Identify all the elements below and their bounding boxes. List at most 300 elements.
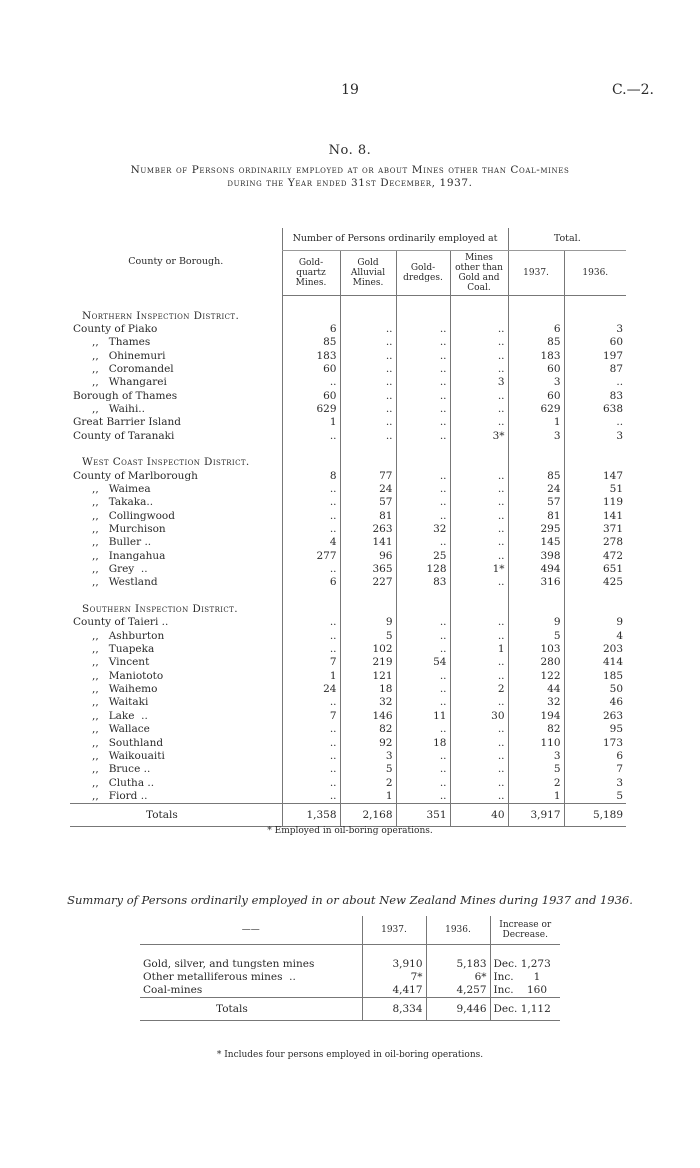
summary-head-1937: 1937. [362, 916, 426, 945]
value-cell: .. [340, 363, 396, 376]
value-cell: 2 [508, 776, 564, 789]
value-cell: 60 [282, 389, 340, 402]
value-cell: .. [282, 429, 340, 442]
blank-cell [508, 603, 564, 616]
spacer-cell [450, 443, 508, 456]
county-name: ,, Waihi.. [92, 402, 145, 415]
spacer-cell [450, 296, 508, 310]
value-cell: 32 [508, 696, 564, 709]
summary-title: Summary of Persons ordinarily employed in or about New Zealand Mines during 1937 and 1936. [67, 893, 633, 907]
totals-label: Totals [70, 804, 282, 827]
value-cell: 4 [564, 630, 626, 643]
value-cell: 87 [564, 363, 626, 376]
table-row [70, 429, 626, 442]
blank-cell [564, 309, 626, 322]
table-row [70, 483, 626, 496]
spacer-cell [70, 443, 282, 456]
table-row [70, 643, 626, 656]
value-cell: 32 [340, 696, 396, 709]
county-name: ,, Waimea [92, 482, 151, 495]
summary-label: Coal-mines [143, 984, 203, 996]
value-cell: 85 [282, 336, 340, 349]
district-name: Northern Inspection District. [82, 309, 240, 322]
table-title-line-1: Number of Persons ordinarily employed at or about Mines other than Coal-mines [130, 164, 570, 176]
spacer-cell [508, 590, 564, 603]
value-cell: 145 [508, 536, 564, 549]
value-cell: 6 [564, 750, 626, 763]
county-name: ,, Maniototo [92, 669, 164, 682]
value-cell: .. [450, 656, 508, 669]
value-cell: .. [450, 670, 508, 683]
value-cell: .. [396, 389, 450, 402]
summary-value: 3,910 [362, 958, 426, 971]
value-cell: 371 [564, 523, 626, 536]
blank-cell [396, 309, 450, 322]
table-row [70, 550, 626, 563]
value-cell: 24 [340, 483, 396, 496]
value-cell: 119 [564, 496, 626, 509]
value-cell: 398 [508, 550, 564, 563]
col-county: County or Borough. [128, 255, 224, 267]
footnote-oil-boring: * Employed in oil-boring operations. [267, 826, 433, 836]
summary-spacer [140, 945, 560, 959]
table-row [70, 696, 626, 709]
value-cell: 5 [508, 763, 564, 776]
value-cell: .. [396, 483, 450, 496]
value-cell: .. [450, 323, 508, 336]
value-cell: 277 [282, 550, 340, 563]
value-cell: 227 [340, 576, 396, 589]
value-cell: 103 [508, 643, 564, 656]
value-cell: .. [396, 683, 450, 696]
total-value: 3,917 [508, 804, 564, 827]
county-name: ,, Ashburton [92, 629, 165, 642]
value-cell: 2 [450, 683, 508, 696]
spacer-cell [564, 296, 626, 310]
value-cell: 2 [340, 776, 396, 789]
summary-row [140, 958, 560, 971]
value-cell: 96 [340, 550, 396, 563]
value-cell: .. [396, 403, 450, 416]
county-name: ,, Westland [92, 576, 158, 589]
table-row [70, 576, 626, 589]
district-heading-row [70, 603, 626, 616]
value-cell: .. [282, 630, 340, 643]
value-cell: .. [340, 323, 396, 336]
value-cell: 83 [396, 576, 450, 589]
value-cell: 5 [564, 790, 626, 804]
county-name: ,, Waitaki [92, 696, 149, 709]
summary-total-value: Dec. 1,112 [490, 998, 560, 1021]
value-cell: 60 [282, 363, 340, 376]
value-cell: .. [450, 416, 508, 429]
value-cell: .. [396, 750, 450, 763]
blank-cell [340, 603, 396, 616]
value-cell: 24 [282, 683, 340, 696]
value-cell: 6 [282, 576, 340, 589]
value-cell: .. [450, 576, 508, 589]
value-cell: 9 [508, 616, 564, 629]
summary-total-value: 8,334 [362, 998, 426, 1021]
value-cell: .. [396, 510, 450, 523]
value-cell: .. [450, 336, 508, 349]
value-cell: 60 [564, 336, 626, 349]
value-cell: 3 [450, 376, 508, 389]
value-cell: .. [450, 750, 508, 763]
value-cell: 81 [508, 510, 564, 523]
value-cell: .. [282, 376, 340, 389]
value-cell: 6 [508, 323, 564, 336]
value-cell: 1 [282, 416, 340, 429]
value-cell: .. [282, 790, 340, 804]
total-value: 2,168 [340, 804, 396, 827]
value-cell: 629 [282, 403, 340, 416]
col-1936: 1936. [564, 251, 626, 296]
table-row [70, 656, 626, 669]
value-cell: 3 [564, 323, 626, 336]
value-cell: 51 [564, 483, 626, 496]
value-cell: 9 [564, 616, 626, 629]
value-cell: 3 [564, 429, 626, 442]
value-cell: .. [564, 416, 626, 429]
value-cell: .. [340, 349, 396, 362]
total-value: 40 [450, 804, 508, 827]
district-heading-row [70, 309, 626, 322]
value-cell: .. [450, 630, 508, 643]
summary-value: 5,183 [426, 958, 490, 971]
table-title-line-2: during the Year ended 31st December, 1937. [227, 177, 473, 189]
table-row [70, 403, 626, 416]
value-cell: 6 [282, 323, 340, 336]
table-row [70, 510, 626, 523]
value-cell: 85 [508, 469, 564, 482]
value-cell: 1 [340, 790, 396, 804]
value-cell: 494 [508, 563, 564, 576]
value-cell: .. [450, 363, 508, 376]
value-cell: .. [450, 483, 508, 496]
value-cell: 141 [340, 536, 396, 549]
district-spacer [70, 296, 626, 310]
spacer-cell [564, 443, 626, 456]
spacer-cell [490, 945, 560, 959]
table-row [70, 496, 626, 509]
summary-table [140, 916, 560, 1021]
value-cell: .. [282, 750, 340, 763]
value-cell: .. [340, 403, 396, 416]
table-row [70, 723, 626, 736]
blank-cell [450, 309, 508, 322]
value-cell: .. [450, 389, 508, 402]
value-cell: .. [396, 790, 450, 804]
value-cell: 203 [564, 643, 626, 656]
spacer-cell [282, 590, 340, 603]
value-cell: 4 [282, 536, 340, 549]
county-name: ,, Vincent [92, 656, 150, 669]
value-cell: 32 [396, 523, 450, 536]
value-cell: .. [340, 376, 396, 389]
table-row [70, 670, 626, 683]
summary-head-1936: 1936. [426, 916, 490, 945]
blank-cell [508, 309, 564, 322]
value-cell: .. [282, 643, 340, 656]
summary-head-change: Increase or Decrease. [490, 916, 560, 945]
value-cell: .. [450, 790, 508, 804]
value-cell: 5 [508, 630, 564, 643]
col-gold-alluvial: Gold Alluvial Mines. [340, 251, 396, 296]
table-row [70, 336, 626, 349]
county-name: ,, Waikouaiti [92, 749, 165, 762]
table-row [70, 616, 626, 629]
district-spacer [70, 443, 626, 456]
total-value: 5,189 [564, 804, 626, 827]
footnote-summary: * Includes four persons employed in oil-boring operations. [216, 1050, 484, 1060]
value-cell: 82 [508, 723, 564, 736]
value-cell: 122 [508, 670, 564, 683]
spacer-cell [362, 945, 426, 959]
county-name: County of Taieri .. [73, 616, 169, 629]
value-cell: 5 [340, 763, 396, 776]
value-cell: 11 [396, 710, 450, 723]
value-cell: .. [450, 776, 508, 789]
blank-cell [564, 456, 626, 469]
value-cell: .. [564, 376, 626, 389]
value-cell: .. [340, 389, 396, 402]
value-cell: 46 [564, 696, 626, 709]
value-cell: .. [396, 670, 450, 683]
value-cell: 185 [564, 670, 626, 683]
table-row [70, 469, 626, 482]
value-cell: .. [396, 349, 450, 362]
value-cell: 3 [508, 750, 564, 763]
value-cell: .. [396, 696, 450, 709]
table-row [70, 376, 626, 389]
table-row [70, 349, 626, 362]
value-cell: .. [450, 696, 508, 709]
value-cell: .. [450, 763, 508, 776]
value-cell: 60 [508, 389, 564, 402]
value-cell: .. [282, 523, 340, 536]
value-cell: 3 [564, 776, 626, 789]
summary-totals-row [140, 998, 560, 1021]
county-name: ,, Collingwood [92, 509, 175, 522]
value-cell: 651 [564, 563, 626, 576]
county-name: Great Barrier Island [73, 416, 182, 429]
value-cell: 1 [282, 670, 340, 683]
spacer-cell [340, 443, 396, 456]
value-cell: .. [396, 643, 450, 656]
value-cell: .. [450, 510, 508, 523]
value-cell: .. [396, 323, 450, 336]
county-name: ,, Tuapeka [92, 643, 155, 656]
spacer-cell [396, 443, 450, 456]
blank-cell [396, 603, 450, 616]
spacer-cell [282, 443, 340, 456]
spacer-cell [564, 590, 626, 603]
value-cell: 128 [396, 563, 450, 576]
value-cell: .. [282, 483, 340, 496]
value-cell: 82 [340, 723, 396, 736]
value-cell: .. [450, 496, 508, 509]
summary-head-blank: —— [241, 925, 260, 935]
value-cell: 50 [564, 683, 626, 696]
value-cell: .. [396, 429, 450, 442]
county-name: ,, Buller .. [92, 536, 152, 549]
value-cell: .. [282, 696, 340, 709]
value-cell: 1* [450, 563, 508, 576]
value-cell: 629 [508, 403, 564, 416]
table-row [70, 630, 626, 643]
blank-cell [508, 456, 564, 469]
value-cell: 8 [282, 469, 340, 482]
table-body [70, 296, 626, 827]
table-row [70, 736, 626, 749]
value-cell: .. [282, 723, 340, 736]
value-cell: .. [282, 510, 340, 523]
value-cell: 77 [340, 469, 396, 482]
summary-value: 7* [362, 971, 426, 984]
col-total: Total. [508, 228, 626, 251]
value-cell: .. [450, 736, 508, 749]
district-heading-row [70, 456, 626, 469]
value-cell: .. [340, 416, 396, 429]
summary-value: 4,417 [362, 984, 426, 998]
value-cell: 81 [340, 510, 396, 523]
value-cell: .. [396, 763, 450, 776]
blank-cell [564, 603, 626, 616]
value-cell: 54 [396, 656, 450, 669]
spacer-cell [450, 590, 508, 603]
table-number: No. 8. [328, 143, 372, 158]
blank-cell [282, 456, 340, 469]
value-cell: 25 [396, 550, 450, 563]
value-cell: 472 [564, 550, 626, 563]
value-cell: .. [450, 349, 508, 362]
district-name: Southern Inspection District. [82, 603, 238, 616]
value-cell: 102 [340, 643, 396, 656]
county-name: ,, Waihemo [92, 683, 158, 696]
value-cell: 3 [508, 376, 564, 389]
value-cell: 9 [340, 616, 396, 629]
value-cell: 425 [564, 576, 626, 589]
value-cell: 18 [340, 683, 396, 696]
value-cell: .. [396, 376, 450, 389]
summary-row [140, 971, 560, 984]
spacer-cell [508, 296, 564, 310]
summary-label: Other metalliferous mines .. [143, 971, 296, 983]
value-cell: 194 [508, 710, 564, 723]
value-cell: 147 [564, 469, 626, 482]
spacer-cell [508, 443, 564, 456]
blank-cell [340, 456, 396, 469]
value-cell: 57 [508, 496, 564, 509]
total-value: 351 [396, 804, 450, 827]
value-cell: 316 [508, 576, 564, 589]
value-cell: 173 [564, 736, 626, 749]
value-cell: 3 [340, 750, 396, 763]
value-cell: .. [396, 616, 450, 629]
spacer-cell [70, 590, 282, 603]
value-cell: 1 [508, 790, 564, 804]
value-cell: 263 [340, 523, 396, 536]
county-name: ,, Lake .. [92, 709, 148, 722]
value-cell: 7 [282, 656, 340, 669]
county-name: ,, Murchison [92, 523, 166, 536]
table-row [70, 763, 626, 776]
table-row [70, 776, 626, 789]
value-cell: .. [396, 496, 450, 509]
summary-value: Inc. 1 [490, 971, 560, 984]
table-title [60, 164, 640, 190]
value-cell: 92 [340, 736, 396, 749]
value-cell: .. [450, 723, 508, 736]
county-name: ,, Southland [92, 736, 164, 749]
value-cell: 24 [508, 483, 564, 496]
value-cell: 44 [508, 683, 564, 696]
value-cell: 183 [508, 349, 564, 362]
value-cell: 95 [564, 723, 626, 736]
value-cell: 83 [564, 389, 626, 402]
value-cell: .. [282, 616, 340, 629]
page-number: 19 [341, 82, 359, 98]
blank-cell [282, 603, 340, 616]
value-cell: 7 [564, 763, 626, 776]
value-cell: 57 [340, 496, 396, 509]
value-cell: 7 [282, 710, 340, 723]
value-cell: .. [450, 550, 508, 563]
value-cell: .. [340, 336, 396, 349]
spacer-cell [70, 296, 282, 310]
county-name: ,, Grey .. [92, 563, 148, 576]
value-cell: .. [396, 416, 450, 429]
blank-cell [340, 309, 396, 322]
summary-value: 4,257 [426, 984, 490, 998]
blank-cell [450, 456, 508, 469]
value-cell: 3* [450, 429, 508, 442]
table-row [70, 323, 626, 336]
value-cell: 365 [340, 563, 396, 576]
col-gold-quartz: Gold-quartz Mines. [282, 251, 340, 296]
spacer-cell [340, 296, 396, 310]
value-cell: .. [396, 536, 450, 549]
summary-totals-label: Totals [216, 1002, 248, 1015]
summary-value: Dec. 1,273 [490, 958, 560, 971]
blank-cell [282, 309, 340, 322]
county-name: ,, Ohinemuri [92, 349, 166, 362]
value-cell: .. [282, 496, 340, 509]
summary-body [140, 945, 560, 1021]
county-name: ,, Coromandel [92, 362, 174, 375]
col-gold-dredges: Gold-dredges. [396, 251, 450, 296]
value-cell: 3 [508, 429, 564, 442]
summary-label: Gold, silver, and tungsten mines [143, 958, 315, 970]
value-cell: .. [282, 776, 340, 789]
blank-cell [396, 456, 450, 469]
value-cell: 146 [340, 710, 396, 723]
county-name: County of Taranaki [73, 429, 175, 442]
value-cell: .. [282, 563, 340, 576]
county-name: ,, Whangarei [92, 376, 167, 389]
spacer-cell [282, 296, 340, 310]
table-row [70, 389, 626, 402]
county-name: County of Marlborough [73, 469, 198, 482]
county-name: ,, Clutha .. [92, 776, 155, 789]
summary-row [140, 984, 560, 998]
table-row [70, 683, 626, 696]
value-cell: .. [282, 736, 340, 749]
col-1937: 1937. [508, 251, 564, 296]
value-cell: 183 [282, 349, 340, 362]
value-cell: 30 [450, 710, 508, 723]
